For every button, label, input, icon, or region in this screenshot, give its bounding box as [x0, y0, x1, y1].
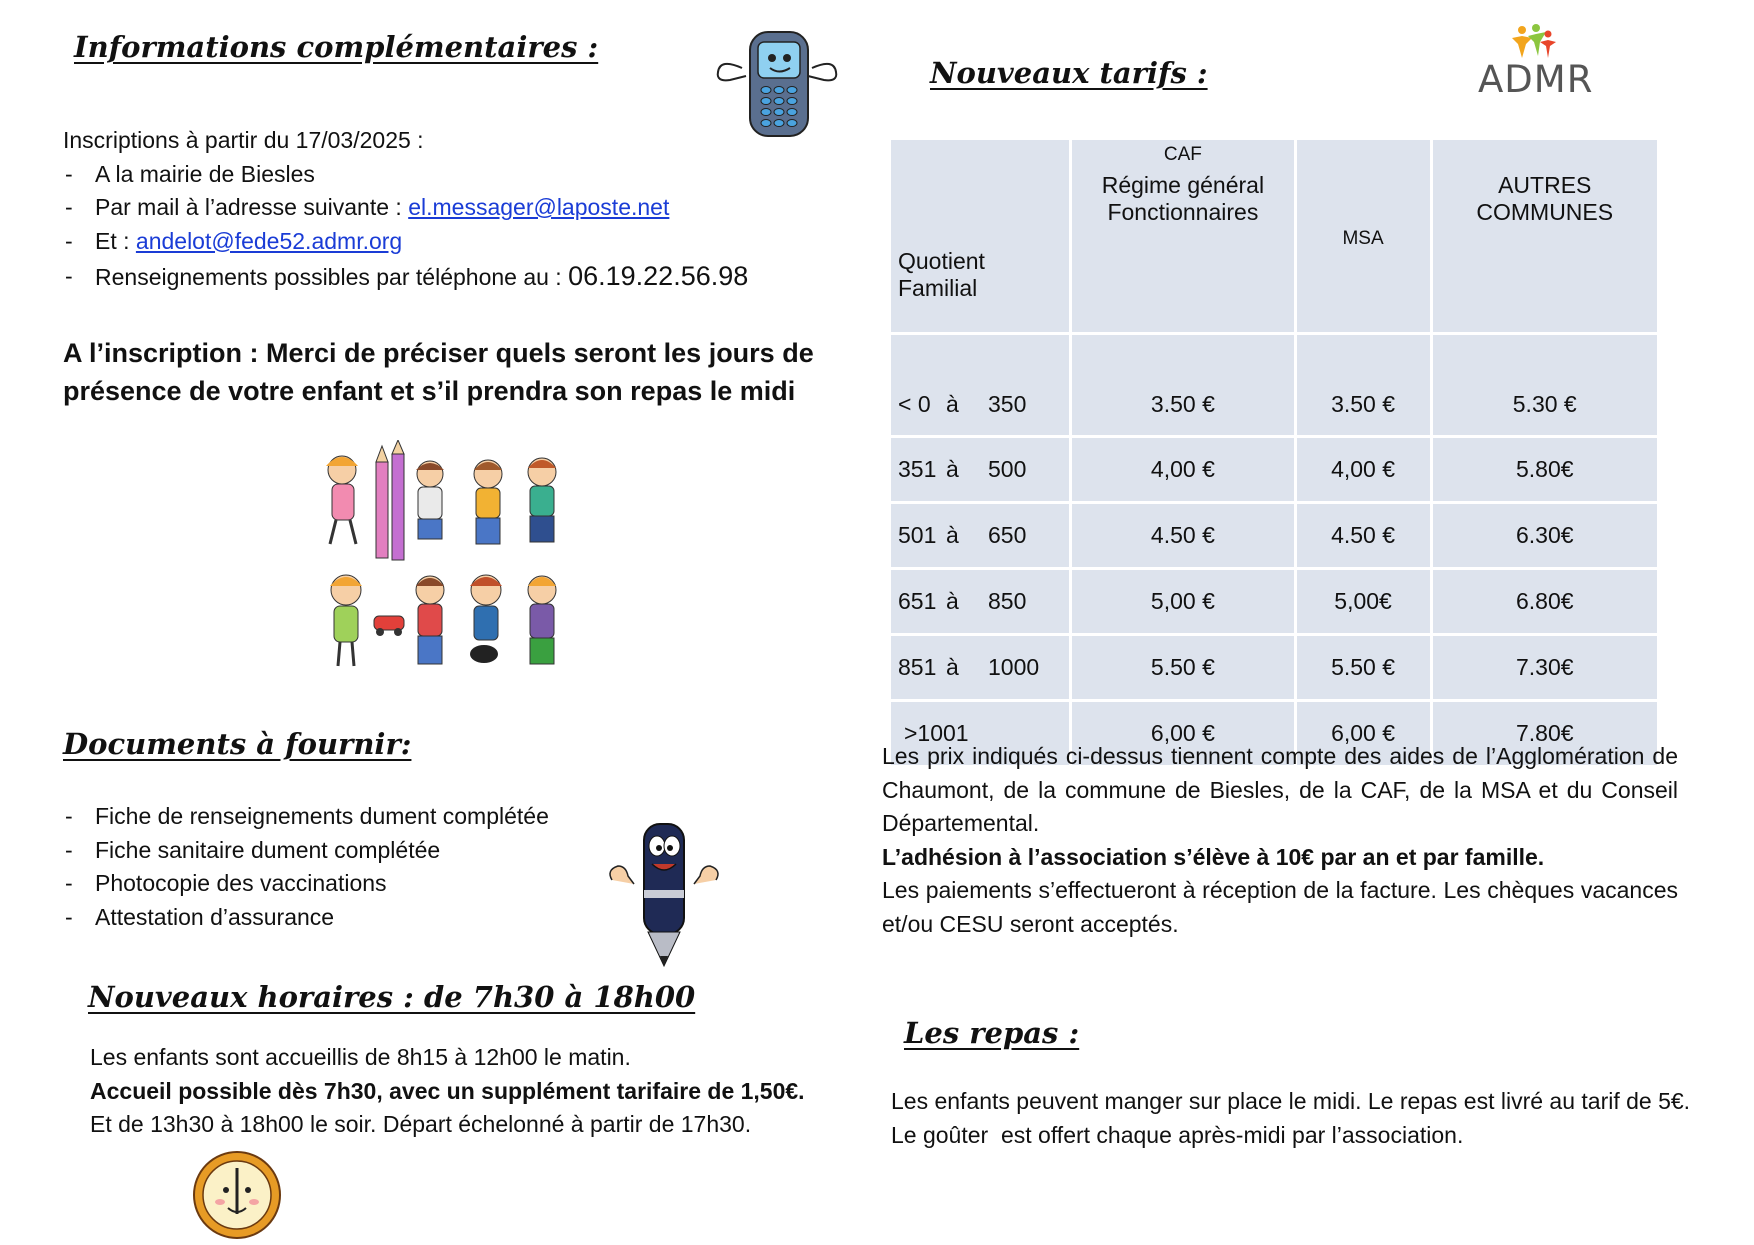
info-item-email: - Par mail à l’adresse suivante : el.messager@laposte.net: [63, 191, 863, 225]
autres-cell: 5.80€: [1433, 438, 1658, 501]
autres-cell: 5.30 €: [1433, 335, 1658, 435]
table-row: [891, 335, 1657, 435]
table-row: [891, 438, 1657, 501]
quotient-cell: 851 à 1000: [891, 636, 1069, 699]
tarifs-table: [888, 137, 1660, 768]
document-item: - Fiche de renseignements dument complétée: [63, 800, 549, 834]
quotient-cell: 651 à 850: [891, 570, 1069, 633]
header-quotient: Quotient Familial: [891, 140, 1069, 332]
caf-cell: 4.50 €: [1072, 504, 1293, 567]
horaires-line-accueil: Accueil possible dès 7h30, avec un supplément tarifaire de 1,50€.: [90, 1077, 805, 1104]
caf-cell: 4,00 €: [1072, 438, 1293, 501]
admr-logo-text: ADMR: [1478, 58, 1594, 101]
documents-heading: Documents à fournir:: [63, 727, 412, 761]
tarifs-heading: Nouveaux tarifs :: [930, 56, 1208, 90]
msa-cell: 5.50 €: [1297, 636, 1430, 699]
document-item: - Fiche sanitaire dument complétée: [63, 834, 549, 868]
table-row: [891, 570, 1657, 633]
info-block: [63, 124, 863, 295]
info-intro: Inscriptions à partir du 17/03/2025 :: [63, 127, 424, 153]
info-item-mairie: - A la mairie de Biesles: [63, 158, 863, 192]
horaires-line-matin: Les enfants sont accueillis de 8h15 à 12h00 le matin.: [90, 1044, 631, 1070]
repas-heading: Les repas :: [904, 1016, 1080, 1050]
table-row: [891, 504, 1657, 567]
repas-line-gouter: Le goûter est offert chaque après-midi par l’association.: [891, 1121, 1464, 1148]
header-autres: AUTRES COMMUNES: [1433, 140, 1658, 332]
documents-list: [63, 800, 549, 934]
email-link-admr[interactable]: andelot@fede52.admr.org: [135, 227, 403, 254]
repas-line-midi: Les enfants peuvent manger sur place le midi. Le repas est livré au tarif de 5€.: [891, 1088, 1691, 1114]
admr-logo: [1476, 24, 1596, 104]
tarifs-note-aides: Les prix indiqués ci-dessus tiennent compte des aides de l’Agglomération de Chaumont, de la commune de Biesles, de la CAF, de la MSA et du Conseil Départemental.: [882, 743, 1678, 836]
msa-cell: 4,00 €: [1297, 438, 1430, 501]
caf-cell: 6,00 €: [1072, 702, 1293, 765]
phone-number: 06.19.22.56.98: [568, 261, 749, 291]
tarifs-notes: [882, 740, 1678, 941]
clock-illustration: [186, 1148, 288, 1240]
caf-cell: 5,00 €: [1072, 570, 1293, 633]
header-msa: MSA: [1297, 140, 1430, 332]
info-item-phone: - Renseignements possibles par téléphone au : 06.19.22.56.98: [63, 260, 863, 295]
msa-cell: 3.50 €: [1297, 335, 1430, 435]
caf-cell: 3.50 €: [1072, 335, 1293, 435]
horaires-text: [90, 1041, 890, 1142]
header-caf: CAF Régime général Fonctionnaires: [1072, 140, 1293, 332]
quotient-cell: 501 à 650: [891, 504, 1069, 567]
table-row: [891, 636, 1657, 699]
pen-illustration: [604, 820, 724, 970]
document-item: - Attestation d’assurance: [63, 901, 549, 935]
repas-text: [891, 1085, 1691, 1152]
quotient-cell: >1001: [891, 702, 1069, 765]
autres-cell: 6.30€: [1433, 504, 1658, 567]
admr-figures-icon: [1476, 24, 1596, 60]
msa-cell: 4.50 €: [1297, 504, 1430, 567]
horaires-heading: Nouveaux horaires : de 7h30 à 18h00: [88, 980, 696, 1014]
tarifs-note-paiements: Les paiements s’effectueront à réception de la facture. Les chèques vacances et/ou CESU seront acceptés.: [882, 877, 1678, 937]
autres-cell: 7.80€: [1433, 702, 1658, 765]
document-item: - Photocopie des vaccinations: [63, 867, 549, 901]
quotient-cell: 351 à 500: [891, 438, 1069, 501]
email-link-messager[interactable]: el.messager@laposte.net: [408, 194, 670, 220]
horaires-line-soir: Et de 13h30 à 18h00 le soir. Départ échelonné à partir de 17h30.: [90, 1111, 752, 1137]
autres-cell: 7.30€: [1433, 636, 1658, 699]
children-illustration: [318, 440, 572, 672]
inscription-note: A l’inscription : Merci de préciser quels seront les jours de présence de votre enfant et s’il prendra son repas le midi: [63, 338, 814, 406]
autres-cell: 6.80€: [1433, 570, 1658, 633]
info-heading: Informations complémentaires :: [74, 30, 599, 64]
tarifs-note-adhesion: L’adhésion à l’association s’élève à 10€ par an et par famille.: [882, 843, 1545, 870]
quotient-cell: < 0 à 350: [891, 335, 1069, 435]
msa-cell: 5,00€: [1297, 570, 1430, 633]
msa-cell: 6,00 €: [1297, 702, 1430, 765]
caf-cell: 5.50 €: [1072, 636, 1293, 699]
tarifs-header-row: [891, 140, 1657, 332]
info-item-email2: - Et : andelot@fede52.admr.org: [63, 225, 863, 259]
